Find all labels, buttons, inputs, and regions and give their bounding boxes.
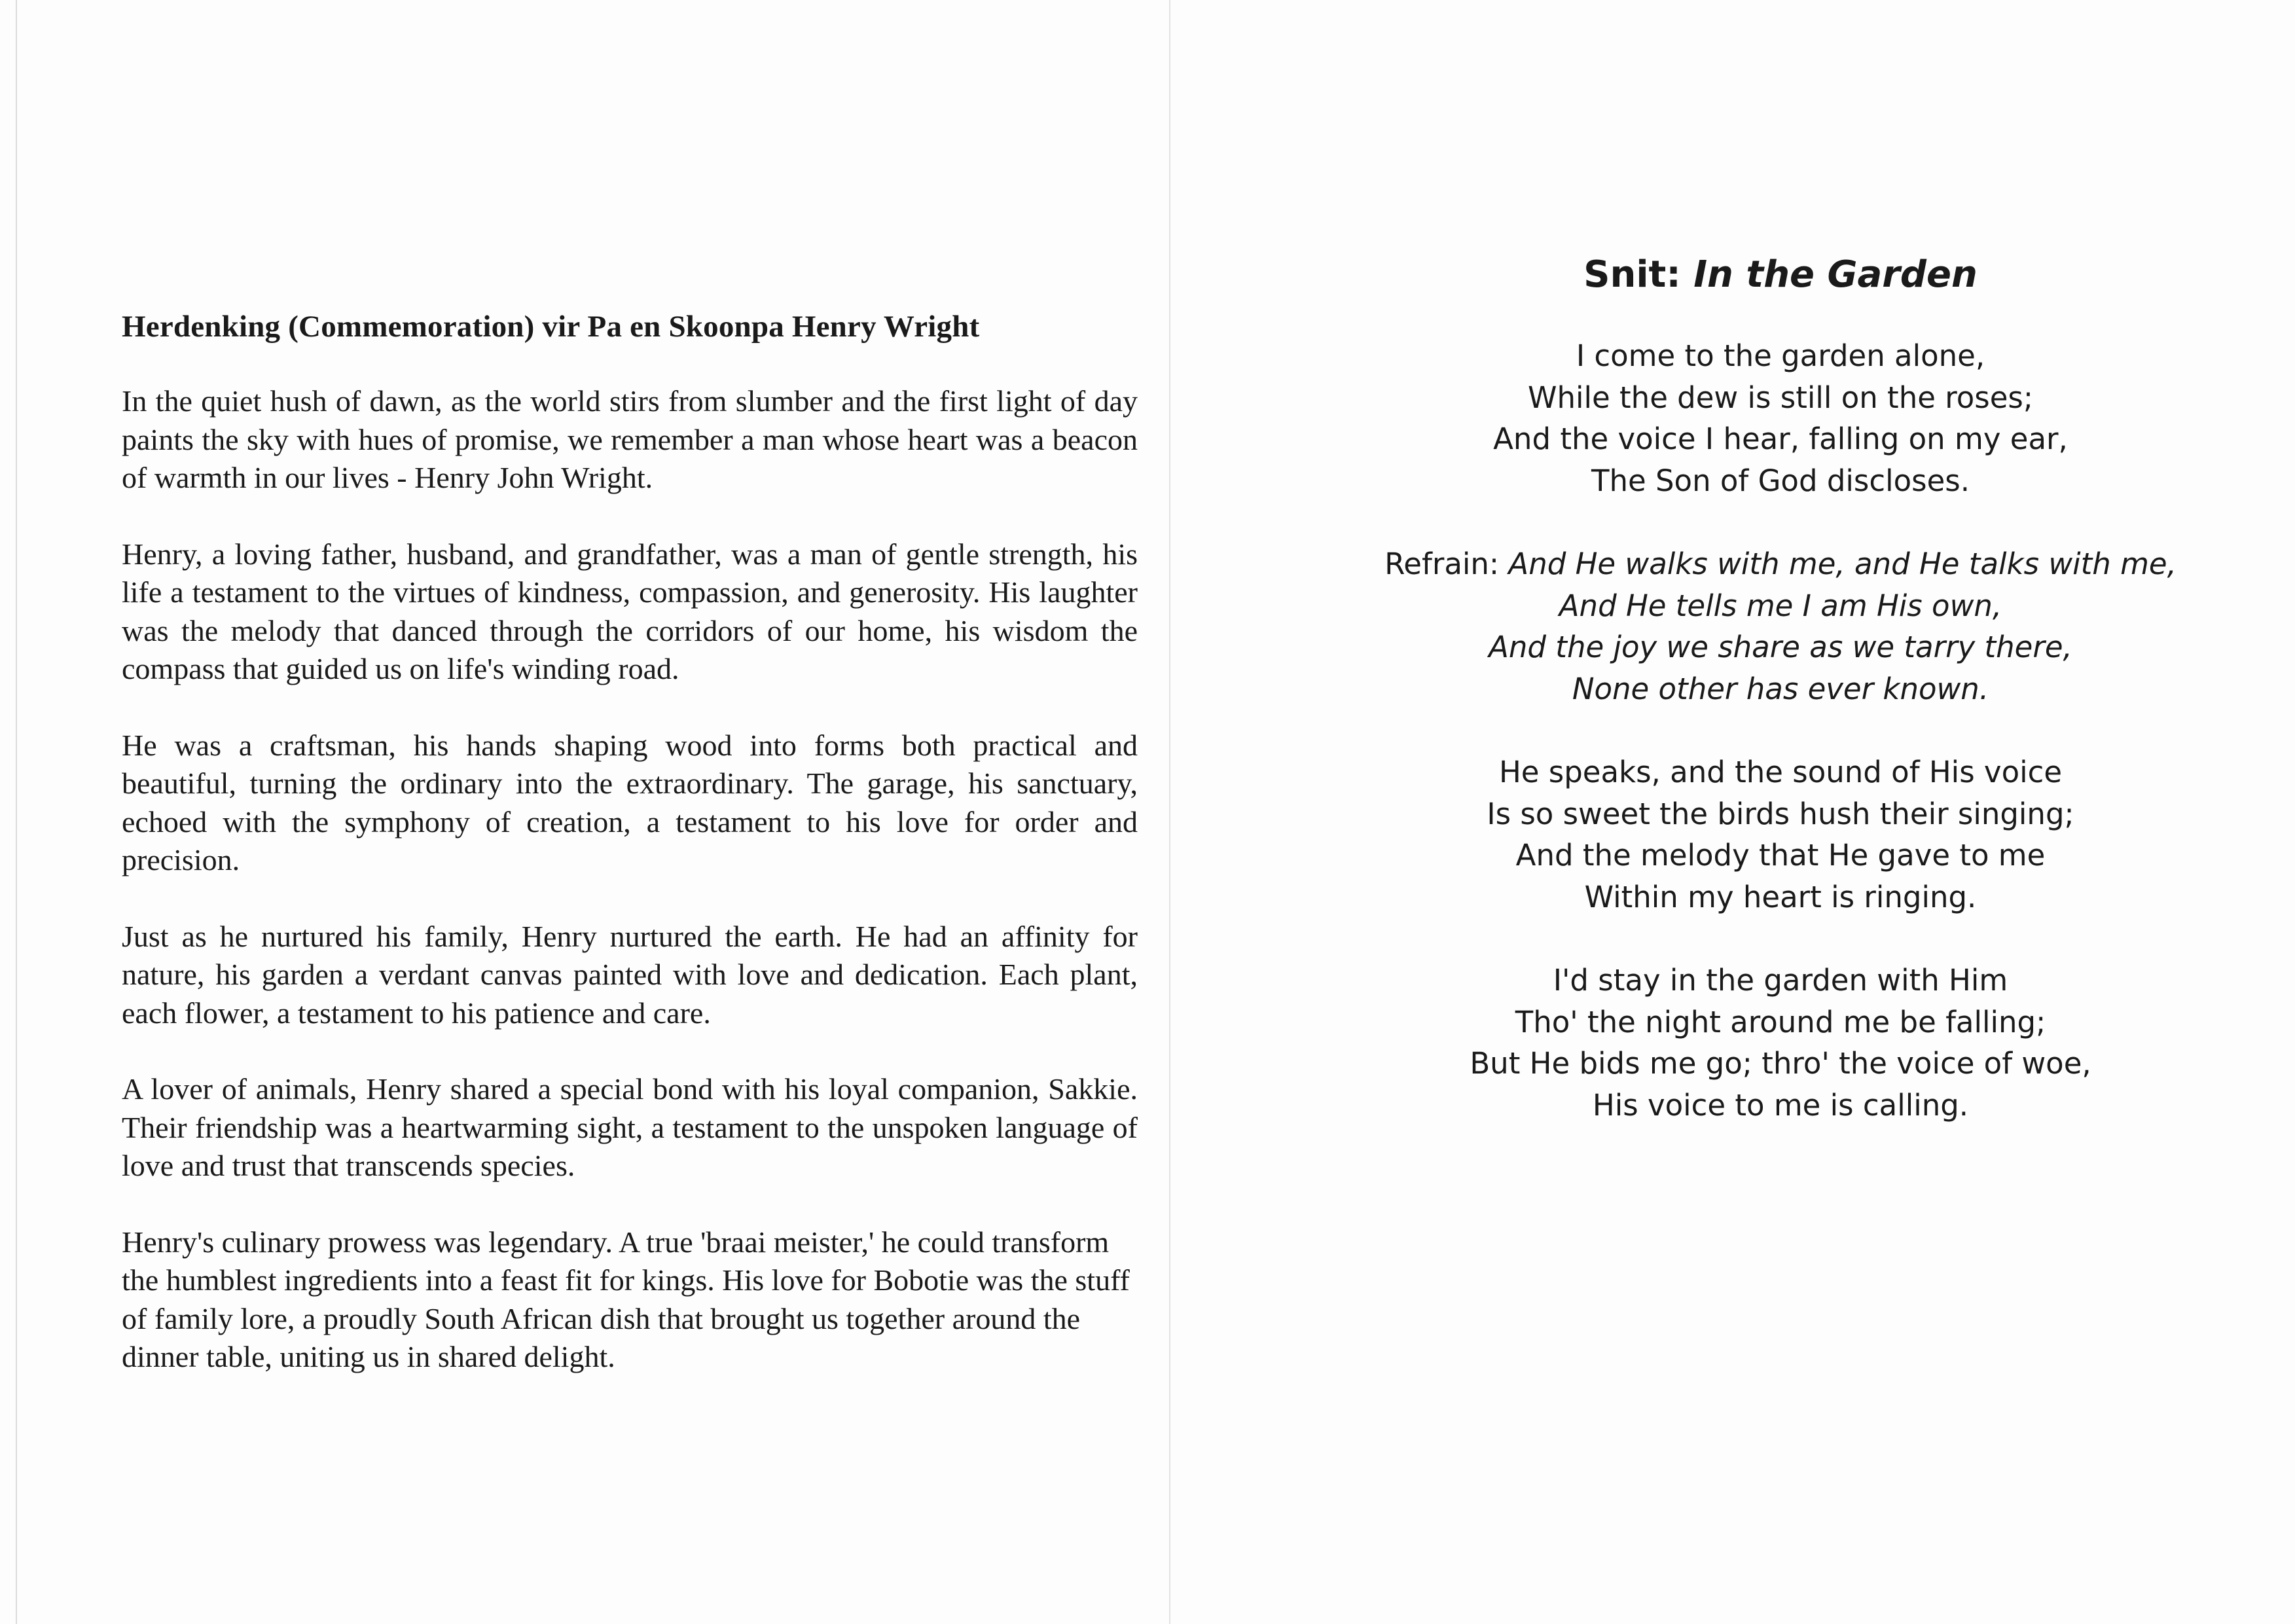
refrain-line: And the joy we share as we tarry there,	[1489, 630, 2072, 664]
stanza-3	[1329, 960, 2232, 1126]
right-page	[1329, 247, 2232, 1168]
paragraph-garden: Just as he nurtured his family, Henry nurtured the earth. He had an affinity for nature, his garden a verdant canvas painted with love and dedication. Each plant, each flower, a testament to his patience and care.	[122, 919, 1138, 1030]
left-page	[122, 308, 1138, 1415]
commemoration-title: Herdenking (Commemoration) vir Pa en Skoonpa Henry Wright	[122, 310, 980, 344]
stanza-2	[1329, 751, 2232, 918]
stanza-line: The Son of God discloses.	[1591, 463, 1970, 498]
paragraph-culinary: Henry's culinary prowess was legendary. A true 'braai meister,' he could transform the humblest ingredients into a feast fit for kings. His love for Bobotie was the stuff of family lore, a proudly South African dish that brought us together around the dinner table, uniting us in shared delight.	[122, 1225, 1130, 1373]
stanza-line: But He bids me go; thro' the voice of woe,	[1470, 1046, 2091, 1081]
page-fold-line	[1169, 0, 1170, 1624]
paragraph-craftsman: He was a craftsman, his hands shaping wood into forms both practical and beautiful, turning the ordinary into the extraordinary. The garage, his sanctuary, echoed with the symphony of creation, a testament to his love for order and precision.	[122, 728, 1138, 876]
refrain-line: And He tells me I am His own,	[1559, 588, 2002, 623]
stanza-line: Is so sweet the birds hush their singing;	[1487, 796, 2074, 831]
stanza-line: I come to the garden alone,	[1576, 338, 1985, 373]
paragraph-dawn: In the quiet hush of dawn, as the world stirs from slumber and the first light of day paints the sky with hues of promise, we remember a man whose heart was a beacon of warmth in our lives - Henry John Wright.	[122, 384, 1138, 494]
stanza-line: And the voice I hear, falling on my ear,	[1493, 422, 2068, 456]
hymn-title-song: In the Garden	[1693, 253, 1978, 296]
refrain-label: Refrain:	[1384, 547, 1509, 581]
hymn-title-prefix: Snit:	[1583, 253, 1694, 296]
refrain-line: None other has ever known.	[1572, 671, 1989, 706]
paragraph-father: Henry, a loving father, husband, and grandfather, was a man of gentle strength, his life a testament to the virtues of kindness, compassion, and generosity. His laughter was the melody that danced through the corridors of our home, his wisdom the compass that guided us on life's winding road.	[122, 537, 1138, 685]
stanza-line: He speaks, and the sound of His voice	[1498, 755, 2063, 789]
stanza-line: His voice to me is calling.	[1592, 1087, 1969, 1123]
stanza-line: While the dew is still on the roses;	[1528, 380, 2033, 415]
stanza-line: I'd stay in the garden with Him	[1553, 963, 2008, 998]
stanza-1	[1329, 335, 2232, 501]
refrain-text: And He walks with me, and He talks with me,	[1508, 547, 2177, 581]
refrain-line-1	[1329, 543, 2232, 585]
stanza-line: Within my heart is ringing.	[1584, 879, 1977, 914]
scan-edge	[16, 0, 17, 1624]
paragraph-animals: A lover of animals, Henry shared a special bond with his loyal companion, Sakkie. Their friendship was a heartwarming sight, a testament to the unspoken language of love and trust that transcends species.	[122, 1072, 1138, 1182]
stanza-line: And the melody that He gave to me	[1515, 838, 2046, 873]
stanza-line: Tho' the night around me be falling;	[1515, 1004, 2046, 1039]
hymn-title	[1329, 247, 2232, 302]
refrain	[1329, 543, 2232, 710]
